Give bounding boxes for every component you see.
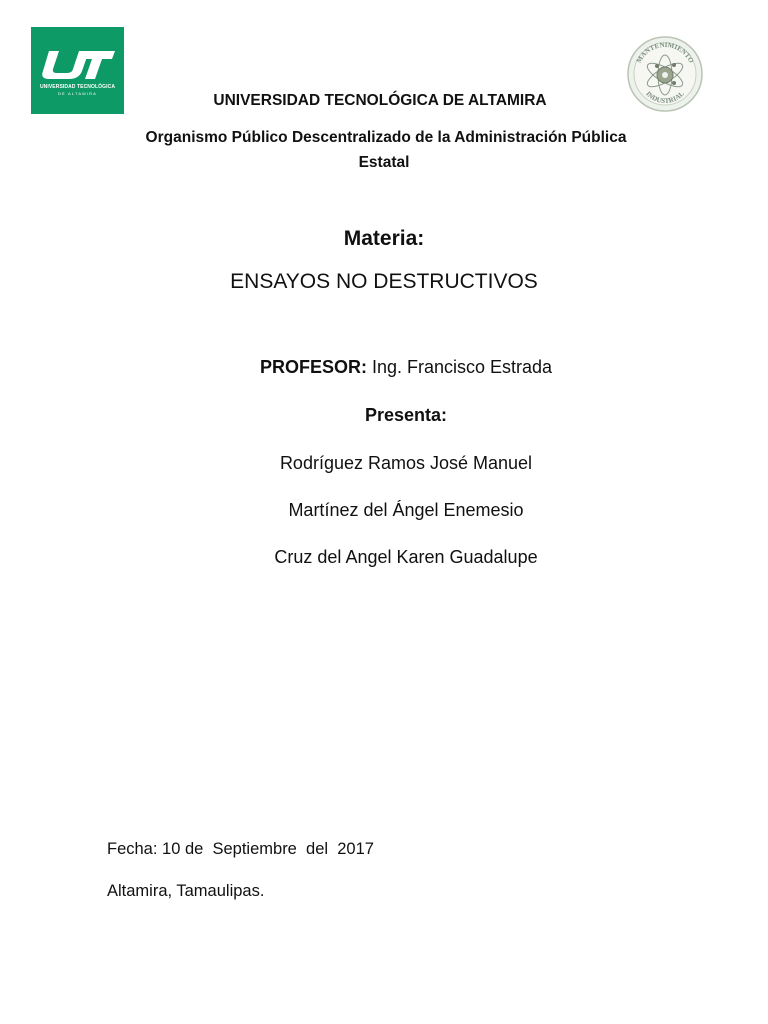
professor-line xyxy=(22,357,768,378)
date-line: Fecha: 10 de Septiembre del 2017 xyxy=(107,840,374,858)
place-line: Altamira, Tamaulipas. xyxy=(107,882,265,900)
subject-heading: Materia: xyxy=(343,227,425,250)
seal-top-text: MANTENIMIENTO xyxy=(634,40,696,65)
presenter-name: Martínez del Ángel Enemesio xyxy=(288,500,524,520)
university-name: UNIVERSIDAD TECNOLÓGICA DE ALTAMIRA xyxy=(213,92,547,109)
organism-line-1: Organismo Público Descentralizado de la Administración Pública xyxy=(145,129,627,146)
presenters-heading: Presenta: xyxy=(364,405,448,425)
presenter-name: Cruz del Angel Karen Guadalupe xyxy=(274,547,538,567)
presenter-name: Rodríguez Ramos José Manuel xyxy=(279,453,533,473)
professor-label: PROFESOR: xyxy=(259,357,367,377)
ut-logo-text-line1: UNIVERSIDAD TECNOLÓGICA xyxy=(39,84,116,90)
organism-line-2: Estatal xyxy=(358,154,410,171)
ut-logo-icon xyxy=(39,47,115,81)
ut-logo-text-line2: DE ALTAMIRA xyxy=(57,91,98,96)
seal-bottom-text: INDUSTRIAL xyxy=(644,89,686,106)
professor-name: Ing. Francisco Estrada xyxy=(366,357,553,377)
subject-name: ENSAYOS NO DESTRUCTIVOS xyxy=(230,270,538,293)
